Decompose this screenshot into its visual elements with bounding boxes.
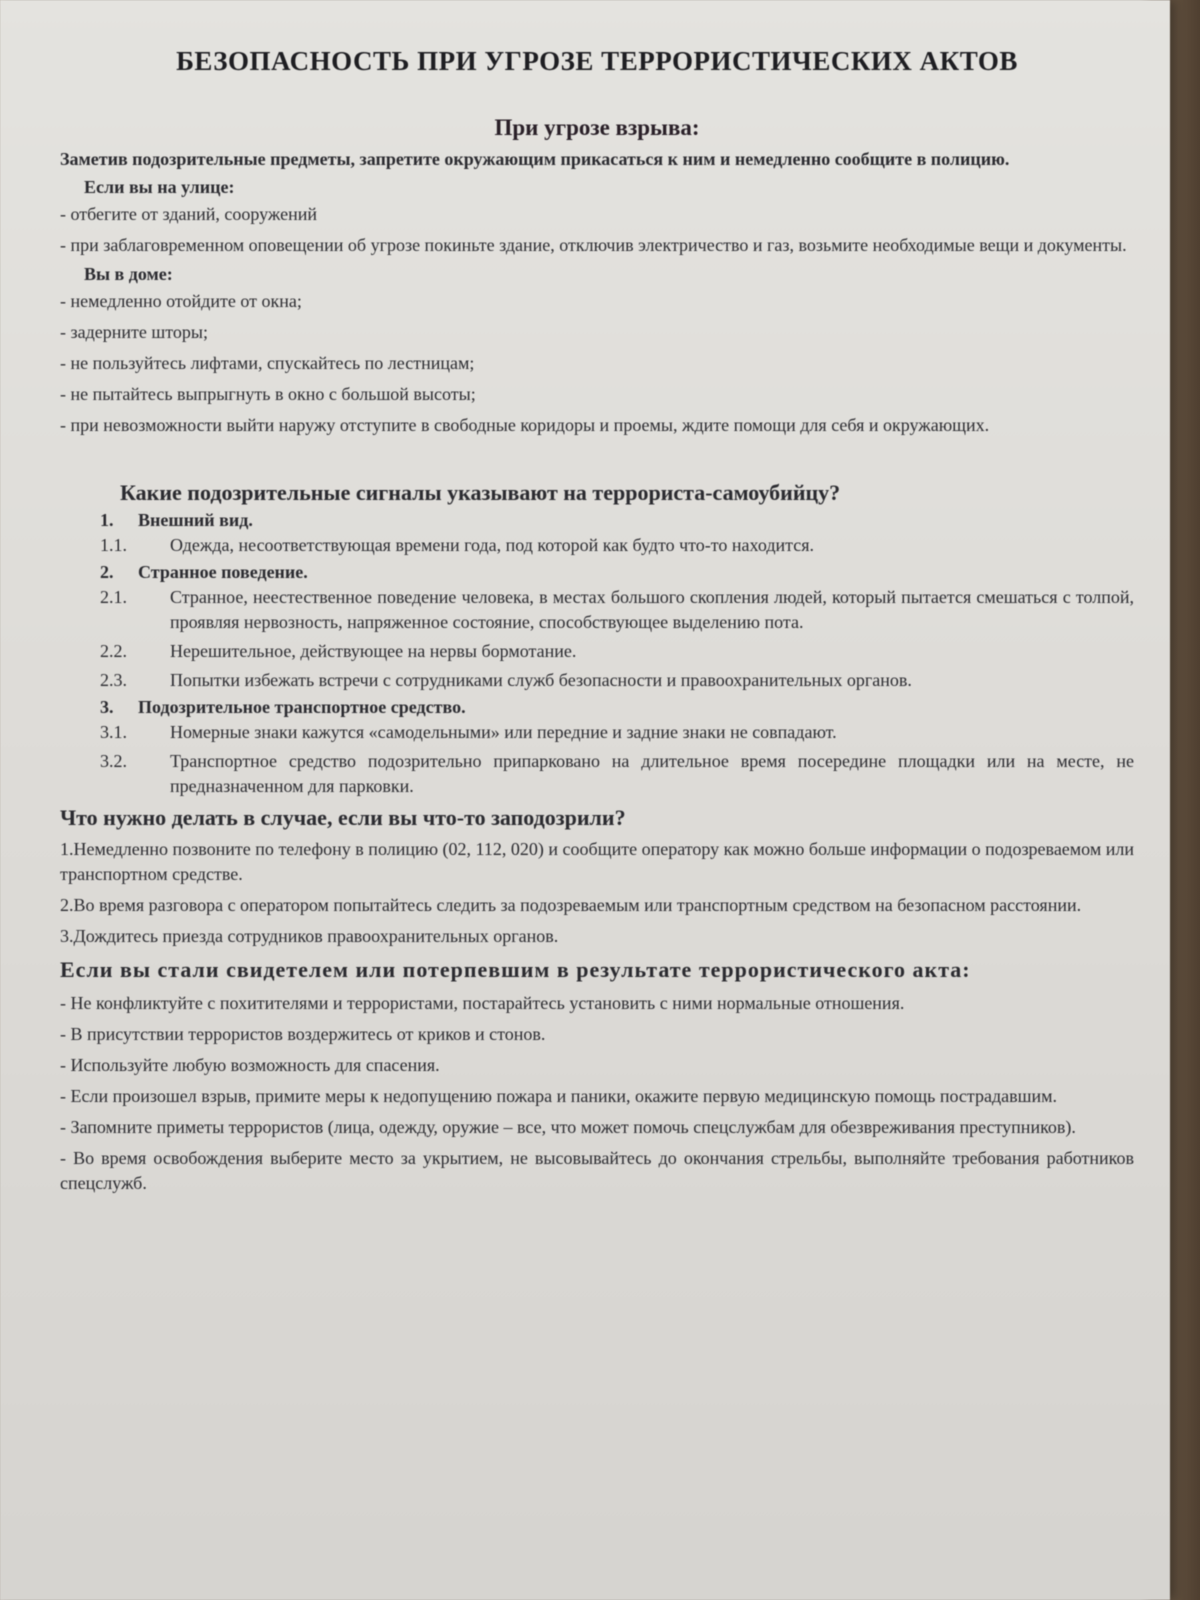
signal-item-number: 2.2. bbox=[100, 641, 127, 661]
signal-item bbox=[100, 720, 1134, 745]
signal-group-label: Подозрительное транспортное средство. bbox=[138, 697, 466, 717]
signal-item-number: 3.2. bbox=[100, 751, 127, 771]
signal-item bbox=[100, 668, 1134, 693]
witness-line: - Во время освобождения выберите место за укрытием, не высовывайтесь до окончания стрельбы, выполняйте требования работников спецслужб. bbox=[60, 1148, 1134, 1193]
witness-line: - Используйте любую возможность для спасения. bbox=[60, 1055, 440, 1075]
signal-item bbox=[100, 533, 1134, 558]
street-line: - при заблаговременном оповещении об угрозе покиньте здание, отключив электричество и газ, возьмите необходимые вещи и документы. bbox=[60, 235, 1127, 255]
signal-item-number: 2.1. bbox=[100, 587, 127, 607]
suspect-heading: Что нужно делать в случае, если вы что-то заподозрили? bbox=[60, 805, 626, 830]
suspect-line: 2.Во время разговора с оператором попытайтесь следить за подозреваемым или транспортным средством на безопасном расстоянии. bbox=[60, 895, 1082, 915]
signal-group bbox=[100, 510, 1134, 531]
signal-group bbox=[100, 562, 1134, 583]
signal-item-number: 2.3. bbox=[100, 670, 127, 690]
signal-item-text: Транспортное средство подозрительно припарковано на длительное время посередине площадки или на месте, не предназначенном для парковки. bbox=[170, 751, 1134, 796]
home-line: - не пытайтесь выпрыгнуть в окно с большой высоты; bbox=[60, 384, 476, 404]
home-heading: Вы в доме: bbox=[84, 264, 173, 284]
signal-group-label: Внешний вид. bbox=[138, 510, 253, 530]
witness-line: - В присутствии террористов воздержитесь от криков и стонов. bbox=[60, 1024, 546, 1044]
signal-item-number: 1.1. bbox=[100, 535, 127, 555]
witness-line: - Запомните приметы террористов (лица, одежду, оружие – все, что может помочь спецслужбам для обезвреживания преступников). bbox=[60, 1117, 1076, 1137]
signal-item bbox=[100, 639, 1134, 664]
home-line: - при невозможности выйти наружу отступите в свободные коридоры и проемы, ждите помощи для себя и окружающих. bbox=[60, 415, 990, 435]
suspect-line: 1.Немедленно позвоните по телефону в полицию (02, 112, 020) и сообщите оператору как можно больше информации о подозреваемом или транспортном средстве. bbox=[60, 839, 1134, 884]
signal-item-text: Странное, неестественное поведение человека, в местах большого скопления людей, который пытается смешаться с толпой, проявляя нервозность, напряженное состояние, способствующее выделению пота. bbox=[170, 587, 1134, 632]
home-line: - немедленно отойдите от окна; bbox=[60, 291, 302, 311]
signal-item bbox=[100, 749, 1134, 799]
signal-item-text: Номерные знаки кажутся «самодельными» или передние и задние знаки не совпадают. bbox=[170, 722, 837, 742]
signal-item-number: 3.1. bbox=[100, 722, 127, 742]
home-line: - не пользуйтесь лифтами, спускайтесь по лестницам; bbox=[60, 353, 475, 373]
signal-item-text: Одежда, несоответствующая времени года, под которой как будто что-то находится. bbox=[170, 535, 814, 555]
witness-heading: Если вы стали свидетелем или потерпевшим в результате террористического акта: bbox=[60, 957, 971, 982]
document-title: БЕЗОПАСНОСТЬ ПРИ УГРОЗЕ ТЕРРОРИСТИЧЕСКИХ АКТОВ bbox=[176, 46, 1018, 76]
signal-item bbox=[100, 585, 1134, 635]
signal-group-label: Странное поведение. bbox=[138, 562, 308, 582]
suspect-line: 3.Дождитесь приезда сотрудников правоохранительных органов. bbox=[60, 926, 559, 946]
street-heading: Если вы на улице: bbox=[84, 177, 235, 197]
home-line: - задерните шторы; bbox=[60, 322, 208, 342]
street-line: - отбегите от зданий, сооружений bbox=[60, 204, 317, 224]
witness-line: - Если произошел взрыв, примите меры к недопущению пожара и паники, окажите первую медицинскую помощь пострадавшим. bbox=[60, 1086, 1058, 1106]
signal-group-number: 3. bbox=[100, 697, 114, 717]
signal-group-number: 2. bbox=[100, 562, 114, 582]
signal-item-text: Нерешительное, действующее на нервы бормотание. bbox=[170, 641, 577, 661]
signal-group-number: 1. bbox=[100, 510, 114, 530]
explosion-lead: Заметив подозрительные предметы, запретите окружающим прикасаться к ним и немедленно сообщите в полицию. bbox=[60, 149, 1010, 169]
explosion-heading: При угрозе взрыва: bbox=[494, 115, 700, 140]
signals-heading: Какие подозрительные сигналы указывают на террориста-самоубийцу? bbox=[120, 480, 841, 505]
witness-line: - Не конфликтуйте с похитителями и террористами, постарайтесь установить с ними нормальные отношения. bbox=[60, 993, 905, 1013]
signal-item-text: Попытки избежать встречи с сотрудниками служб безопасности и правоохранительных органов. bbox=[170, 670, 912, 690]
signal-group bbox=[100, 697, 1134, 718]
